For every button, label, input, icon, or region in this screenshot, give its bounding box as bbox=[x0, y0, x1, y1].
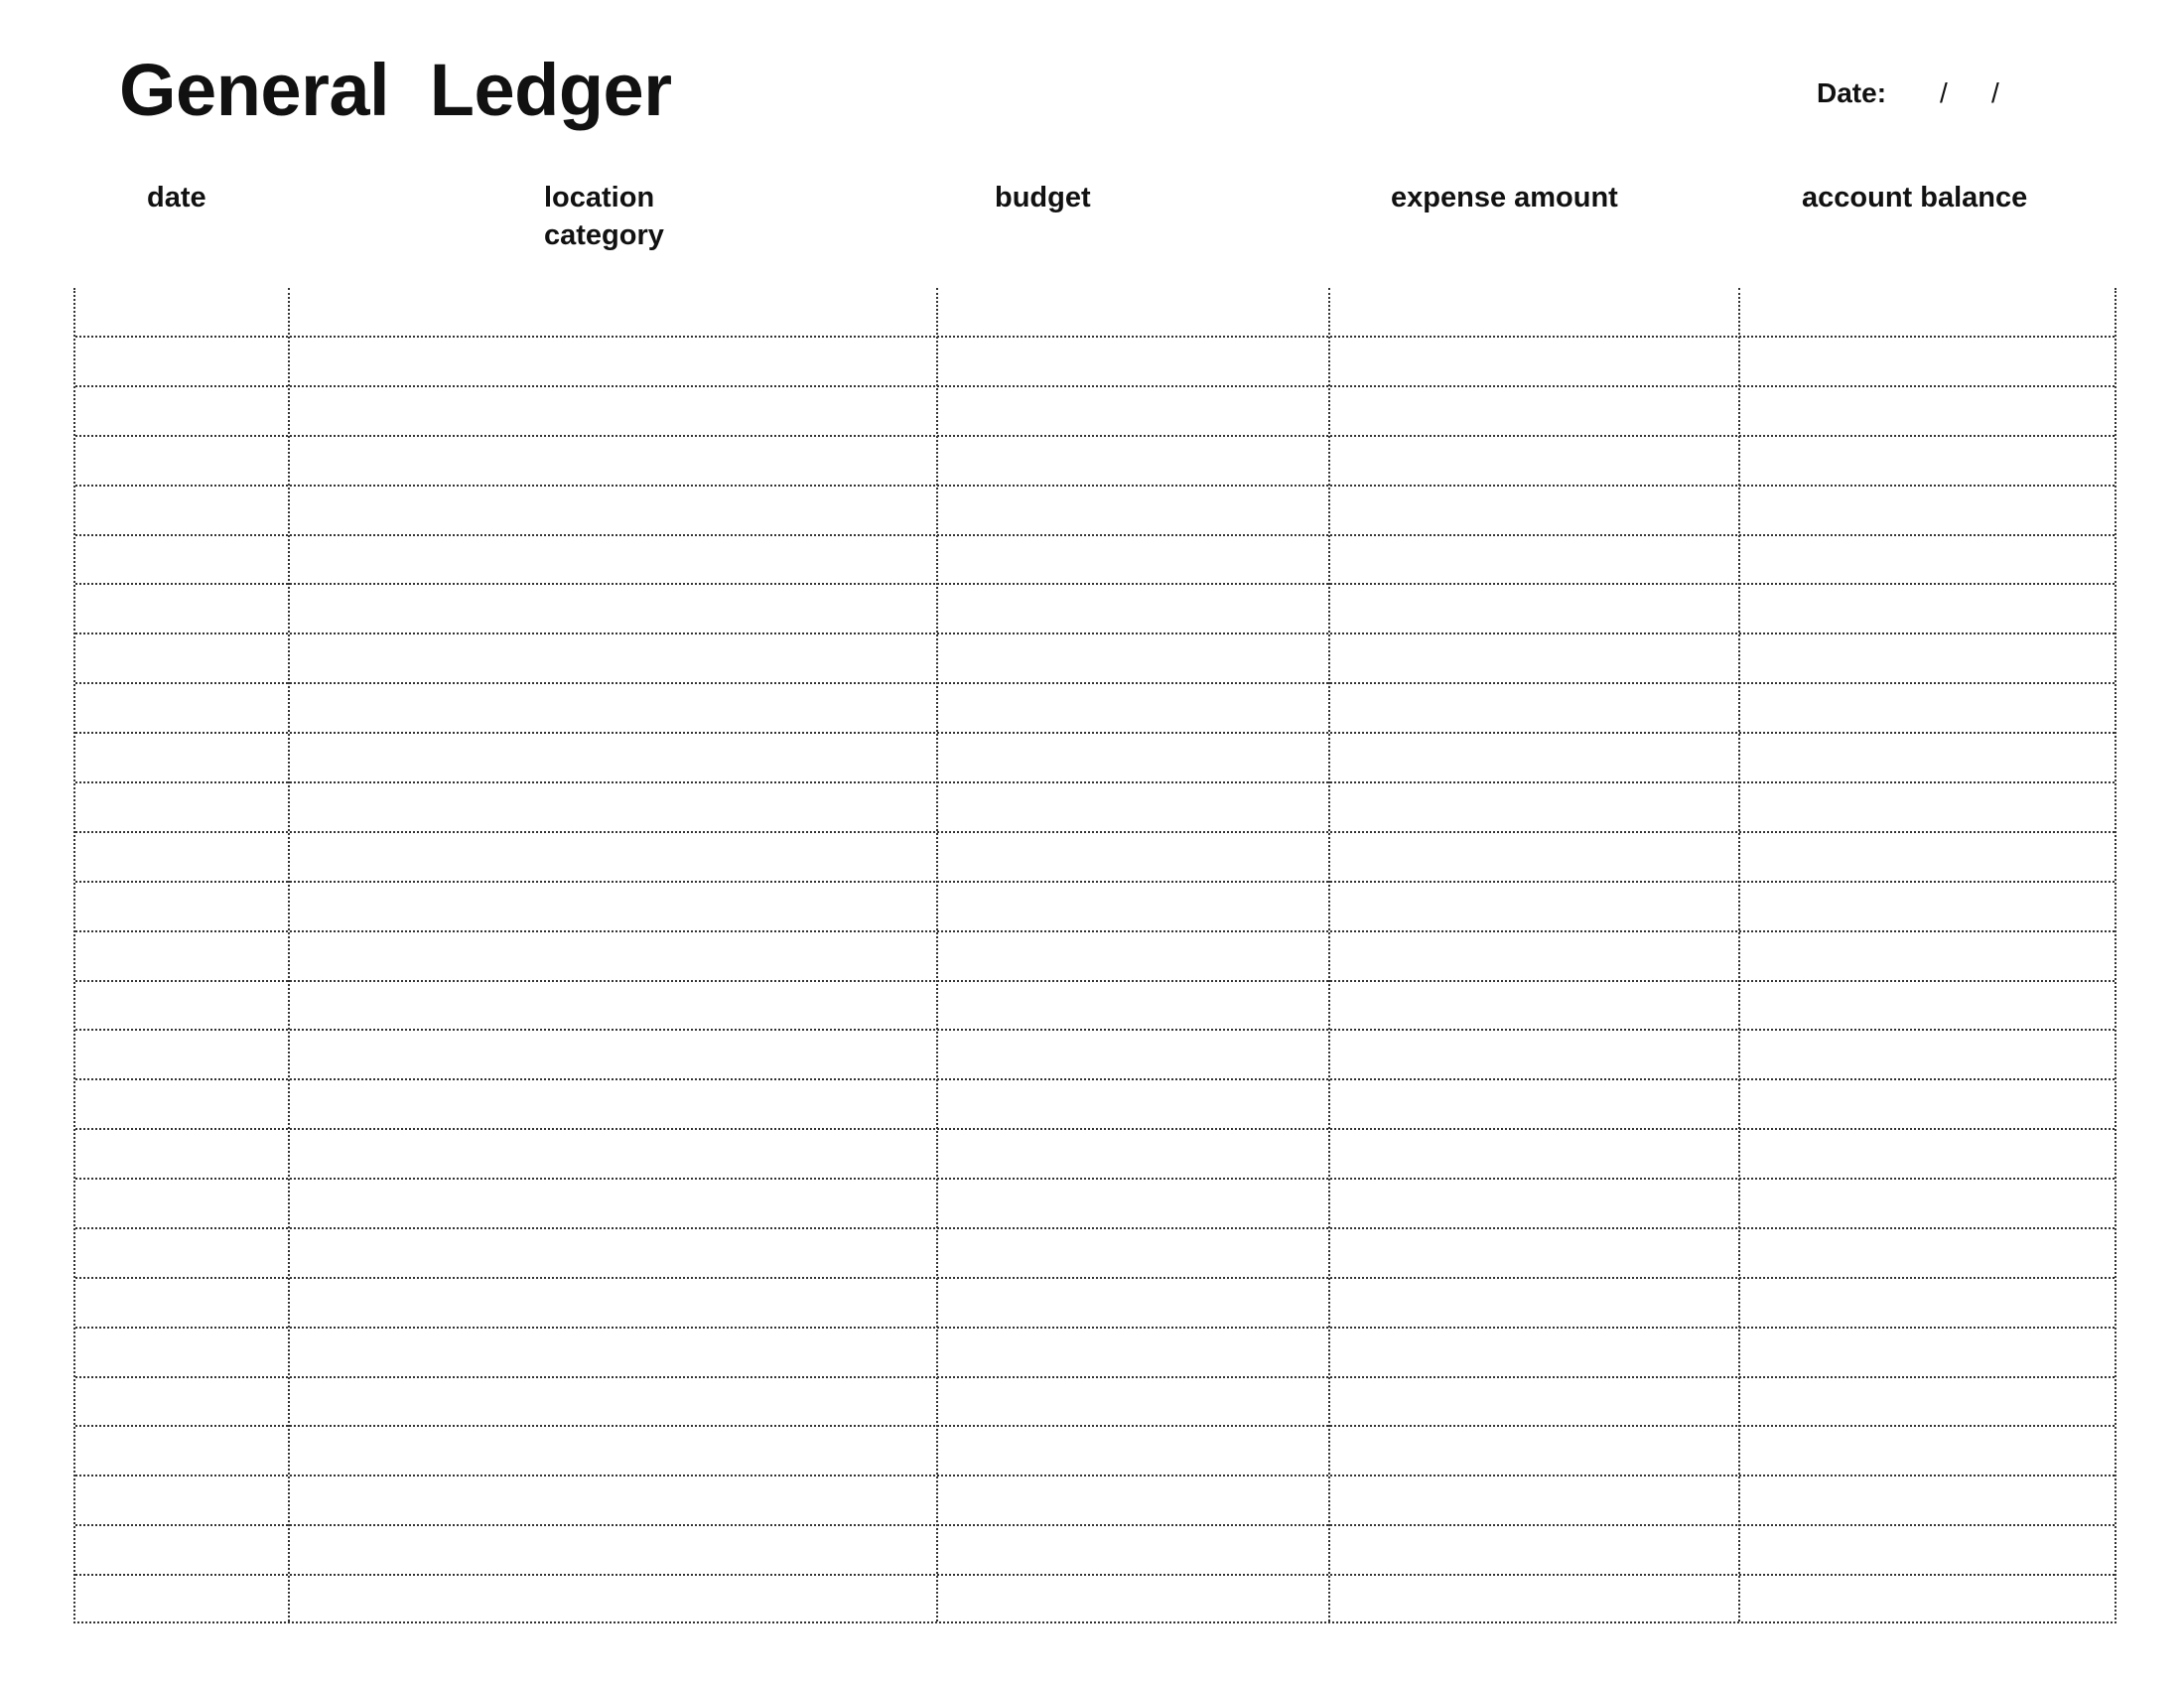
table-row-divider bbox=[75, 881, 2115, 883]
column-divider-4 bbox=[1738, 288, 1740, 1621]
table-row-divider bbox=[75, 1574, 2115, 1576]
date-label: Date: bbox=[1817, 77, 1887, 108]
table-row-divider bbox=[75, 1178, 2115, 1180]
table-row-divider bbox=[75, 1327, 2115, 1329]
table-row-divider bbox=[75, 385, 2115, 387]
column-header-expense-amount-line-1: expense amount bbox=[1391, 182, 1618, 213]
column-header-budget bbox=[995, 179, 1091, 216]
column-header-budget-line-1: budget bbox=[995, 182, 1091, 213]
date-field[interactable] bbox=[1817, 77, 1999, 109]
table-row-divider bbox=[75, 1078, 2115, 1080]
table-row-divider bbox=[75, 1524, 2115, 1526]
column-divider-1 bbox=[288, 288, 290, 1621]
column-divider-2 bbox=[936, 288, 938, 1621]
table-row-divider bbox=[75, 583, 2115, 585]
column-header-location-category bbox=[544, 179, 664, 254]
table-row-divider bbox=[75, 1425, 2115, 1427]
date-separator-1: / bbox=[1940, 77, 1948, 108]
date-separator-2: / bbox=[1991, 77, 1999, 108]
table-row-divider bbox=[75, 781, 2115, 783]
page-title bbox=[119, 48, 672, 132]
title-word-ledger: Ledger bbox=[429, 49, 672, 131]
table-row-divider bbox=[75, 980, 2115, 982]
column-header-location-line: location bbox=[544, 182, 655, 213]
column-header-account-balance bbox=[1802, 179, 2027, 216]
table-row-divider bbox=[75, 831, 2115, 833]
table-row-divider bbox=[75, 534, 2115, 536]
ledger-table bbox=[73, 288, 2116, 1623]
table-row-divider bbox=[75, 336, 2115, 338]
table-row-divider bbox=[75, 1128, 2115, 1130]
column-header-account-balance-line-1: account balance bbox=[1802, 182, 2028, 213]
table-row-divider bbox=[75, 1227, 2115, 1229]
column-header-category-line: category bbox=[544, 219, 664, 251]
table-row-divider bbox=[75, 1475, 2115, 1477]
table-row-divider bbox=[75, 930, 2115, 932]
table-row-divider bbox=[75, 732, 2115, 734]
title-word-general: General bbox=[119, 49, 390, 131]
column-header-date-line-1: date bbox=[147, 182, 206, 213]
column-header-date bbox=[147, 179, 206, 216]
table-row-divider bbox=[75, 682, 2115, 684]
column-divider-3 bbox=[1328, 288, 1330, 1621]
column-header-expense-amount bbox=[1391, 179, 1618, 216]
table-row-divider bbox=[75, 1277, 2115, 1279]
table-row-divider bbox=[75, 633, 2115, 634]
table-row-divider bbox=[75, 435, 2115, 437]
table-row-divider bbox=[75, 1029, 2115, 1031]
table-row-divider bbox=[75, 1376, 2115, 1378]
table-row-divider bbox=[75, 485, 2115, 487]
